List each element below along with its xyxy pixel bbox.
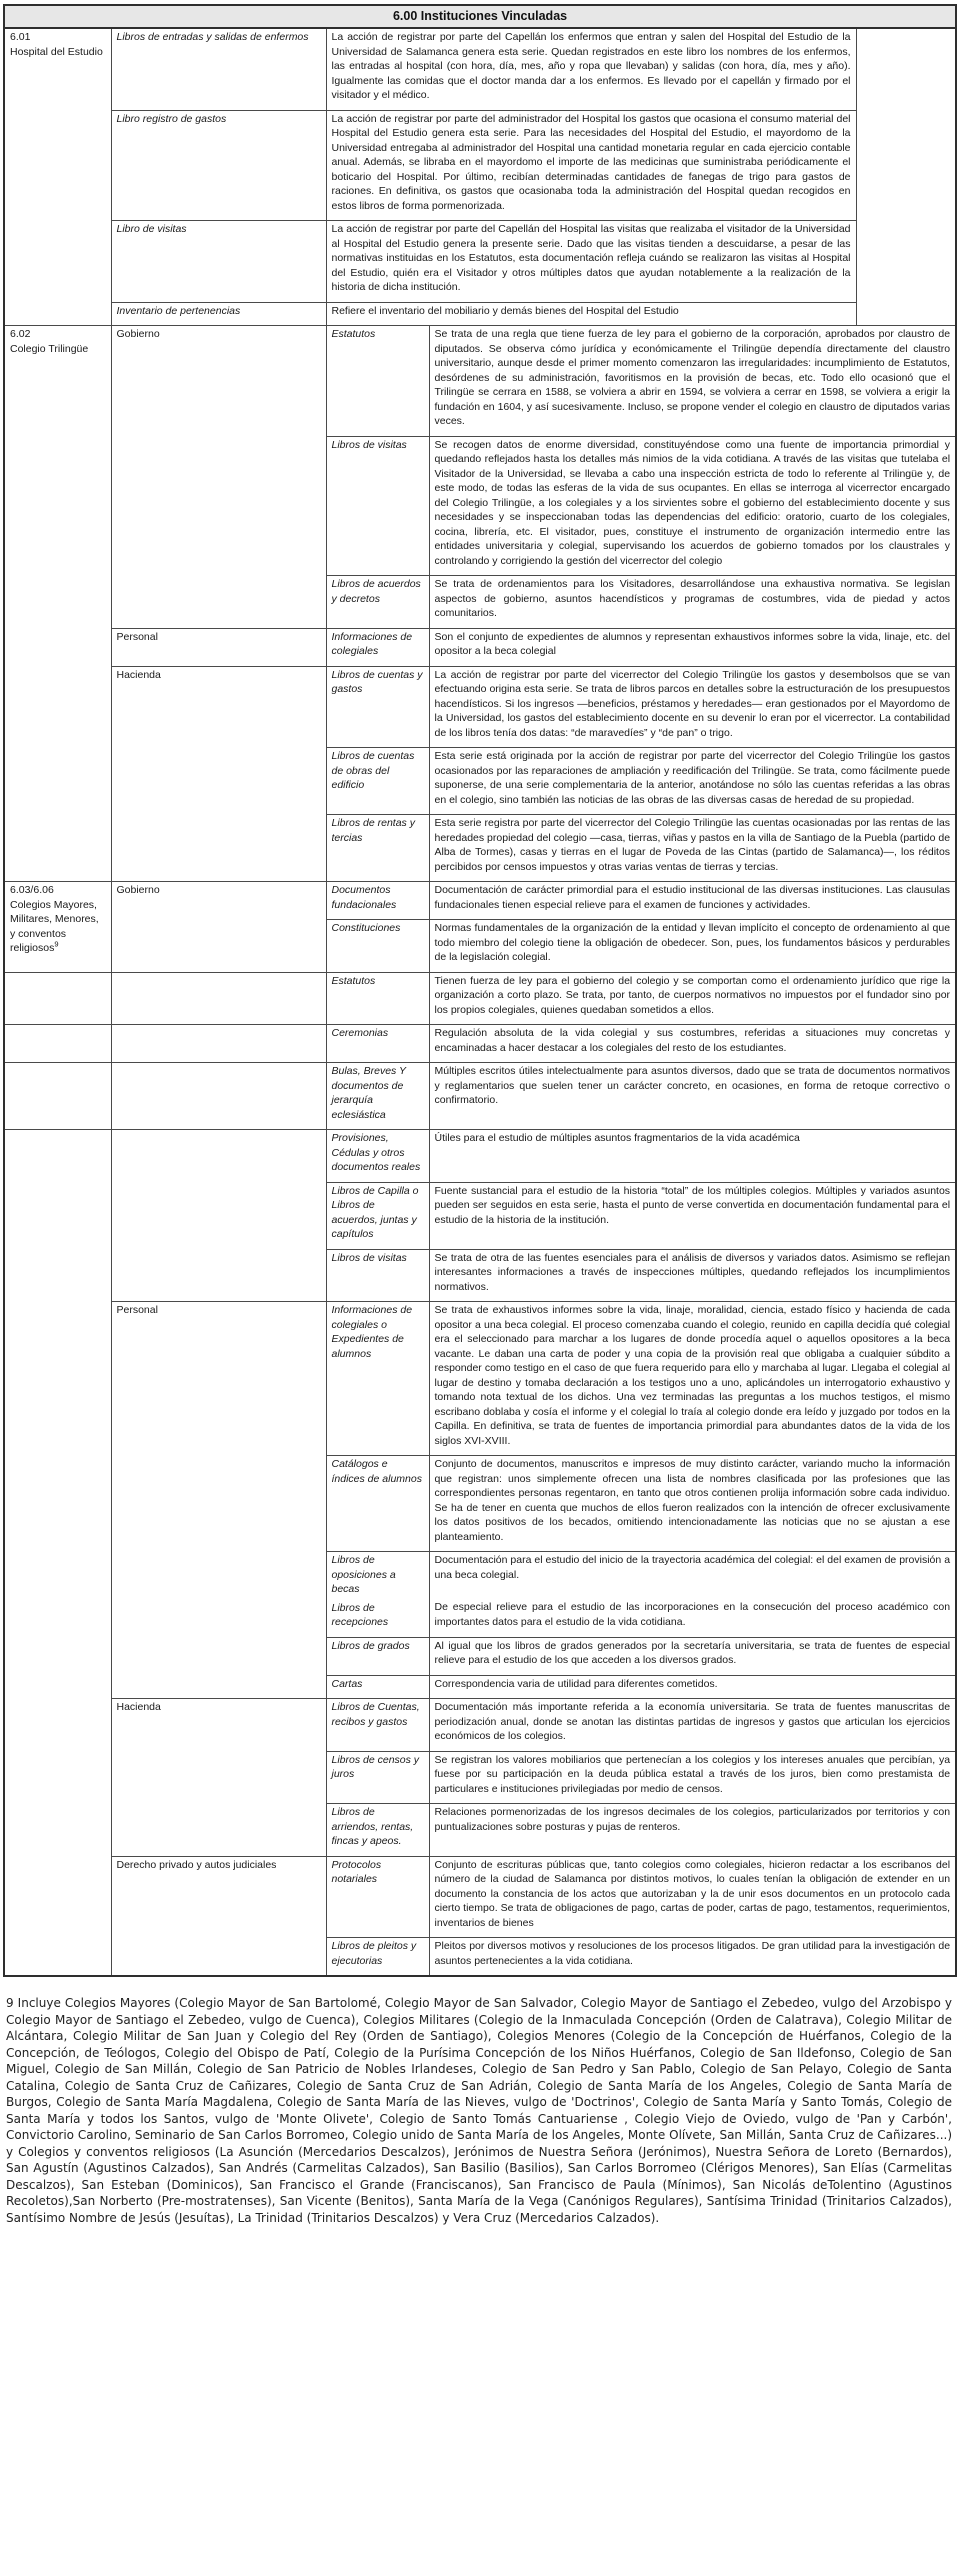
series-description: La acción de registrar por parte del Capellán los enfermos que entran y salen del Hospital del Estudio de la Universidad de Salamanca genera esta serie. Quedan registrados en este libro los nombres de los enfermos, las entradas al hospital (con hora, día, mes, año y ropa que llevaban) y salidas (con hora, día, mes y año). Igualmente las comidas que el doctor manda dar a los enfermos. Es llevado por el capellán y firmado por el visitador y el médico.: [326, 28, 856, 110]
empty-cell: [111, 1130, 326, 1302]
series-cell: Libro de visitas: [111, 221, 326, 303]
group-cell: Personal: [111, 1302, 326, 1699]
series-description: La acción de registrar por parte del administrador del Hospital los gastos que ocasiona el consumo material del Hospital del Estudio genera esta serie. Para las necesidades del Hospital del Estudio, el mayordomo de la Universidad entregaba al administrador del Hospital una cantidad monetaria regular en cada ejercicio contable anual. Además, se libraba en el mayordomo el importe de las medicinas que suministraba periódicamente el boticario del Hospital. Por último, recibían determinadas cantidades de fanegas de trigo para gastos de raciones. En definitiva, os gastos que ocasionaba toda la administración del Hospital quedan recogidos en estos libros de forma pormenorizada.: [326, 110, 856, 221]
footnote: 9 Incluye Colegios Mayores (Colegio Mayor de San Bartolomé, Colegio Mayor de San Salvador, Colegio Mayor de Santiago el Zebedeo, vulgo del Arzobispo y Colegio Mayor de Santiago el Zebedeo, vulgo de Cuenca), Colegios Militares (Colegio de la Inmaculada Concepción (Orden de Calatrava), Colegio Militar de Alcántara, Colegio Militar de San Juan y Colegio del Rey (Orden de Santiago), Colegios Menores (Colegio de la Concepción de Huérfanos, Colegio de la Concepción, de Teólogos, Colegio del Obispo de Patí, Colegio de la Purísima Concepción de los Niños Huérfanos, Colegio de San Ildefonso, Colegio de San Miguel, Colegio de San Millán, Colegio de San Patricio de Nobles Irlandeses, Colegio de San Pedro y San Pablo, Colegio de San Pelayo, Colegio de Santa Catalina, Colegio de Santa Cruz de Cañizares, Colegio de Santa Cruz de San Adrián, Colegio de Santa María de los Angeles, Colegio de Santa María de Burgos, Colegio de Santa María Magdalena, Colegio de Santa María de las Nieves, vulgo de 'Doctrinos', Colegio de Santa María y Santo Tomás, Colegio de Santa María y todos los Santos, vulgo de 'Monte Olivete', Colegio de Santo Tomás Cantuariense , Colegio Viejo de Oviedo, vulgo de 'Pan y Carbón', Convictorio Carolino, Seminario de San Carlos Borromeo, Colegio unido de Santa María de los Angeles, Monte Olívete, San Millán, Santa Cruz de Cañizares...) y Colegios y conventos religiosos (La Asunción (Mercedarios Descalzos), Jerónimos de Nuestra Señora (Jerónimos), Nuestra Señora de Loreto (Bernardos), San Agustín (Agustinos Calzados), San Andrés (Carmelitas Calzados), San Basilio (Basilios), San Carlos Borromeo (Clérigos Menores), San Elías (Carmelitas Descalzos), San Esteban (Dominicos), San Francisco el Grande (Franciscanos), San Francisco de Paula (Mínimos), San Nicolás deTolentino (Agustinos Recoletos),San Norberto (Pre-mostratenses), San Vicente (Benitos), Santa María de la Vega (Canónigos Regulares), Santísima Trinidad (Trinitarios Calzados), Santísimo Nombre de Jesús (Jesuítas), La Trinidad (Trinitarios Descalzos) y Vera Cruz (Mercedarios Calzados).: [6, 1996, 952, 2225]
description-paragraph: Documentación para el estudio del inicio de la trayectoria académica del colegial: el del examen de provisión a una beca colegial.: [434, 1554, 951, 1581]
series-description: Esta serie está originada por la acción de registrar por parte del vicerrector del Colegio Trilingüe los gastos ocasionados por las reparaciones de ampliación y reedificación del Trilingüe. Se trata, como fácilmente puede suponerse, de una serie complementaria de la anterior, anotándose no sólo las cuentas referidas a las obras en el colegio, sino también las noticias de las obras de las diversas casas de heredad de su propiedad.: [429, 748, 956, 815]
empty-cell: [4, 1025, 111, 1063]
series-description: Normas fundamentales de la organización de la entidad y llevan implícito el concepto de ordenamiento al que todo miembro del colegio tiene la obligación de obedecer. Son, pues, los fundamentos básicos y perdurables de la legislación colegial.: [429, 920, 956, 973]
series-cell: Libros de Capilla o Libros de acuerdos, juntas y capítulos: [326, 1182, 429, 1249]
section-name: Hospital del Estudio: [10, 45, 103, 58]
series-cell: Libros de cuentas y gastos: [326, 666, 429, 748]
table-row: [4, 1699, 956, 1752]
series-cell: Libros de rentas y tercias: [326, 815, 429, 882]
series-cell: Provisiones, Cédulas y otros documentos reales: [326, 1130, 429, 1183]
series-cell: Inventario de pertenencias: [111, 302, 326, 326]
series-description: Pleitos por diversos motivos y resoluciones de los procesos litigados. De gran utilidad para la investigación de asuntos pertenecientes a la vida cotidiana.: [429, 1938, 956, 1977]
series-description: Son el conjunto de expedientes de alumnos y representan exhaustivos informes sobre la vida, linaje, etc. del opositor a la beca colegial: [429, 628, 956, 666]
series-cell: Libro registro de gastos: [111, 110, 326, 221]
section-code: 6.03/6.06: [10, 884, 54, 896]
series-label: Libros de recepciones: [331, 1601, 389, 1628]
table-row: [4, 1856, 956, 1938]
group-cell: Derecho privado y autos judiciales: [111, 1856, 326, 1976]
series-description: Fuente sustancial para el estudio de la historia “total” de los múltiples colegios. Múltiples y variados asuntos pueden ser seguidos en esta serie, hasta el punto de verse convertida en documentación fundamental para el estudio de la historia de la institución.: [429, 1182, 956, 1249]
series-cell: Catálogos e índices de alumnos: [326, 1456, 429, 1552]
series-cell: Cartas: [326, 1675, 429, 1699]
series-description: Se recogen datos de enorme diversidad, constituyéndose como una fuente de importancia primordial y quedando reflejados hasta los detalles más nimios de la vida cotidiana. A través de las visitas que tutelaba el Visitador de la Universidad, se llevaba a cabo una inspección estricta de todo lo referente al Trilingüe y, de este modo, de todas las esferas de la vida de sus ocupantes. En ellas se interroga al vicerrector encargado del Colegio Trilingüe, a los colegiales y a los sirvientes sobre el gobierno del establecimiento docente y sus necesidades y se inspeccionaban todas las dependencias del edificio: oratorio, cuarto de los colegiales, cocina, librería, etc. El visitador, pues, constituye el instrumento de organización intermedio entre las entidades universitaria y colegial, supervisando los acuerdos de gobierno tomados por los claustrales y controlando y corrigiendo la gestión del vicerrector del colegio: [429, 436, 956, 576]
series-cell: Libros de grados: [326, 1637, 429, 1675]
group-cell: Hacienda: [111, 666, 326, 882]
series-cell: Libros de acuerdos y decretos: [326, 576, 429, 629]
section-name: Colegio Trilingüe: [10, 342, 89, 355]
table-row: [4, 1130, 956, 1183]
table-row: [4, 110, 956, 221]
table-row: [4, 1025, 956, 1063]
series-cell: [326, 1552, 429, 1638]
series-description: Múltiples escritos útiles intelectualmente para asuntos diversos, dado que se trata de documentos normativos y reglamentarios que suelen tener un carácter concreto, en ocasiones, en forma de retoque correctivo o confirmatorio.: [429, 1063, 956, 1130]
table-row: [4, 1302, 956, 1456]
empty-cell: [111, 1063, 326, 1130]
series-description: La acción de registrar por parte del vicerrector del Colegio Trilingüe los gastos y desembolsos que se van efectuando origina esta serie. Se trata de libros parcos en detalles sobre la estructuración de los presupuestos hacendísticos. Si los ingresos —beneficios, préstamos y heredades— eran gestionados por el Mayordomo de la Universidad, los gastos del establecimiento docente en su devenir lo eran por el vicerrector. La contabilidad de los libros tenía dos datas: “de maravedíes” y “de pan” o trigo.: [429, 666, 956, 748]
table-row: [4, 221, 956, 303]
empty-cell: [4, 1063, 111, 1130]
series-description: Se trata de una regla que tiene fuerza de ley para el gobierno de la corporación, aprobados por claustro de diputados. Se observa cómo jurídica y económicamente el Trilingüe dependía directamente del claustro universitario, aunque desde el primer momento comenzaron las irregularidades: incumplimiento de Estatutos, desórdenes de su administración, favoritismos en la provisión de becas, etc. Todo ello ocasionó que el Trilingüe se cerrara en 1588, se volviera a abrir en 1594, se volviera a cerrar en 1598, se volviera a erigir la fundación en 1604, y así sucesivamente. Incluso, se propone vender el colegio en claustro de diputados varias veces.: [429, 326, 956, 437]
series-description: Se trata de ordenamientos para los Visitadores, desarrollándose una exhaustiva normativa. Se legislan aspectos de gobierno, asuntos hacendísticos y programas de costumbres, vida de piedad y actos comunitarios.: [429, 576, 956, 629]
group-cell: Gobierno: [111, 326, 326, 629]
series-description: Conjunto de escrituras públicas que, tanto colegios como colegiales, hicieron redactar a los escribanos del número de la ciudad de Salamanca por distintos motivos, lo cuales tenían la obligación de extender en un documento la constancia de los actos que autorizaban y la de unir esos documentos en un protocolo cada cierto tiempo. Se trata de obligaciones de pago, cartas de poder, cartas de pago, testamentos, requerimientos, inventarios de bienes: [429, 1856, 956, 1938]
table-header-row: [4, 5, 956, 28]
series-cell: Libros de Cuentas, recibos y gastos: [326, 1699, 429, 1752]
series-cell: Estatutos: [326, 326, 429, 437]
table-title: 6.00 Instituciones Vinculadas: [4, 5, 956, 28]
series-description: La acción de registrar por parte del Capellán del Hospital las visitas que realizaba el visitador de la Universidad al Hospital del Estudio genera la presente serie. Dado que las visitas tienden a descuidarse, a pesar de las normativas instituidas en los Estatutos, esta documentación refleja cuándo se realizaron las visitas al Hospital del Estudio, quién era el Visitador y otros múltiples datos que ayudan notablemente a la realización de la historia de dicha institución.: [326, 221, 856, 303]
series-cell: Bulas, Breves Y documentos de jerarquía eclesiástica: [326, 1063, 429, 1130]
series-cell: Protocolos notariales: [326, 1856, 429, 1938]
table-row: [4, 882, 956, 920]
series-description: [429, 1552, 956, 1638]
table-row: [4, 302, 956, 326]
series-description: Documentación de carácter primordial para el estudio institucional de las diversas instituciones. Las clausulas fundacionales tienen especial relieve para el examen de funciones y actividades.: [429, 882, 956, 920]
series-label: Libros de oposiciones a becas: [331, 1554, 396, 1595]
series-cell: Libros de visitas: [326, 436, 429, 576]
institutions-table: [3, 4, 957, 1977]
empty-cell: [111, 1025, 326, 1063]
footnote-ref: 9: [54, 939, 59, 949]
series-description: Documentación más importante referida a la economía universitaria. Se trata de fuentes manuscritas de periodización anual, donde se anotan las distintas partidas de ingresos y gastos que articulan los ejercicios económicos de los colegios.: [429, 1699, 956, 1752]
series-description: Esta serie registra por parte del vicerrector del Colegio Trilingüe las cuentas ocasionadas por las rentas de las heredades propiedad del colegio —casa, tierras, viñas y pastos en la villa de Santiago de la Puebla (partido de Alba de Tormes), casas y tierras en el lugar de Poveda de las Cintas (partido de Salamanca)—, los réditos percibidos por censos impuestos y otras varias ventas de tierras y tercias.: [429, 815, 956, 882]
series-cell: Libros de arriendos, rentas, fincas y apeos.: [326, 1804, 429, 1857]
series-description: Conjunto de documentos, manuscritos e impresos de muy distinto carácter, variando mucho la información que registran: unos simplemente ofrecen una lista de nombres clasificada por las profesiones que las correspondientes personas regentaron, en tanto que otros contienen prolija información sobre cada individuo. Se ha de tener en cuenta que muchos de ellos fueron realizados con la intención de ofrecer exclusivamente los datos positivos de los becados, omitiendo intencionadamente las noticias que no se ajustan a ese planteamiento.: [429, 1456, 956, 1552]
series-cell: Ceremonias: [326, 1025, 429, 1063]
empty-cell: [111, 972, 326, 1025]
section-code: 6.01: [10, 31, 31, 43]
table-row: [4, 666, 956, 748]
group-cell: Gobierno: [111, 882, 326, 973]
series-description: Regulación absoluta de la vida colegial y sus costumbres, referidas a situaciones muy concretas y encaminadas a hacer destacar a los colegiales del resto de los estudiantes.: [429, 1025, 956, 1063]
series-cell: Informaciones de colegiales: [326, 628, 429, 666]
series-description: Se registran los valores mobiliarios que pertenecían a los colegios y los intereses anuales que percibían, ya fuese por su participación en la deuda pública estatal a través de los juros, bien como prestamista de particulares e instituciones privilegiadas por medio de censos.: [429, 1751, 956, 1804]
series-cell: Documentos fundacionales: [326, 882, 429, 920]
series-cell: Libros de entradas y salidas de enfermos: [111, 28, 326, 110]
series-description: Útiles para el estudio de múltiples asuntos fragmentarios de la vida académica: [429, 1130, 956, 1183]
series-cell: Libros de cuentas de obras del edificio: [326, 748, 429, 815]
group-cell: Personal: [111, 628, 326, 666]
table-row: [4, 326, 956, 437]
series-cell: Libros de censos y juros: [326, 1751, 429, 1804]
group-cell: Hacienda: [111, 1699, 326, 1857]
series-cell: Estatutos: [326, 972, 429, 1025]
series-description: Al igual que los libros de grados generados por la secretaría universitaria, se trata de fuentes de especial relieve para el estudio de los que acceden a los diversos grados.: [429, 1637, 956, 1675]
series-cell: Libros de visitas: [326, 1249, 429, 1302]
section-code-cell: [4, 28, 111, 326]
series-description: Tienen fuerza de ley para el gobierno del colegio y se comportan como el ordenamiento jurídico que rige la organización a corto plazo. Se trata, por tanto, de cuerpos normativos no impuestos por el fundador sino por los propios colegiales, quienes quedaban sometidos a ellos.: [429, 972, 956, 1025]
section-code-cell: [4, 326, 111, 882]
series-description: Se trata de exhaustivos informes sobre la vida, linaje, moralidad, ciencia, estado físico y hacienda de cada opositor a una beca colegial. El proceso comenzaba cuando el colegio, reunido en capilla decidía qué colegial era el seleccionado para marchar a los lugares de donde procedía aquel o aquellos opositores a la beca vacante. Le daban una carta de poder y una copia de la provisión real que obligaba a cualquier súbdito a responder como testigo en el caso de que fuera requerido para ello y marchaba al lugar. Llegaba el colegial al lugar de destino y tomaba declaración a los testigos uno a uno, aplicándoles un interrogatorio exhaustivo y tomando nota textual de los dichos. Una vez terminadas las preguntas a los muchos testigos, el mismo escribano doblaba y cosía el informe y el colegial lo traía al colegio donde era leído y juzgado por todos en la Capilla. En definitiva, se trata de fuentes de importancia primordial para abundantes datos de la vida de los siglos XVI-XVIII.: [429, 1302, 956, 1456]
table-row: [4, 972, 956, 1025]
series-description: Correspondencia varia de utilidad para diferentes cometidos.: [429, 1675, 956, 1699]
series-description: Relaciones pormenorizadas de los ingresos decimales de los colegios, particularizados por territorios y con puntualizaciones sobre posturas y pujas de renteros.: [429, 1804, 956, 1857]
series-cell: Libros de pleitos y ejecutorias: [326, 1938, 429, 1977]
table-row: [4, 1063, 956, 1130]
empty-cell: [4, 972, 111, 1025]
series-cell: Informaciones de colegiales o Expedientes de alumnos: [326, 1302, 429, 1456]
section-name: Colegios Mayores, Militares, Menores, y conventos religiosos: [10, 898, 99, 954]
series-description: Refiere el inventario del mobiliario y demás bienes del Hospital del Estudio: [326, 302, 856, 326]
series-description: Se trata de otra de las fuentes esenciales para el análisis de diversos y variados datos. Asimismo se reflejan interesantes informaciones a través de inspecciones múltiples, quedando reflejados los incumplimientos normativos.: [429, 1249, 956, 1302]
table-row: [4, 28, 956, 110]
empty-cell: [856, 28, 956, 326]
section-code-cell: [4, 882, 111, 973]
empty-cell: [4, 1130, 111, 1977]
section-code: 6.02: [10, 328, 31, 340]
table-row: [4, 628, 956, 666]
series-cell: Constituciones: [326, 920, 429, 973]
description-paragraph: De especial relieve para el estudio de las incorporaciones en la consecución del proceso académico con importantes datos para el estudio de la vida cotidiana.: [434, 1601, 951, 1628]
